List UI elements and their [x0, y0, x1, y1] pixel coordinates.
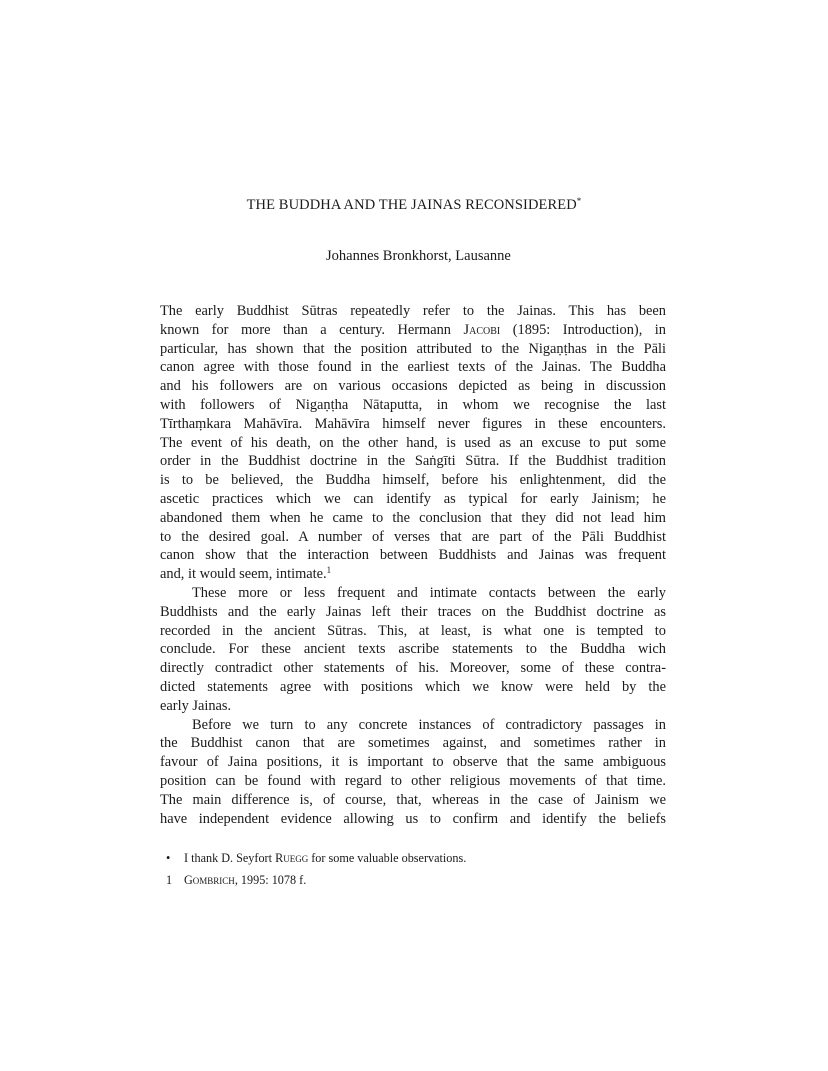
- text-run: The event of his death, on the other hand, is used as an excuse to put some: [160, 434, 666, 451]
- text-run: early Jainas.: [160, 697, 232, 714]
- text-run: is to be believed, the Buddha himself, before his enlightenment, did the: [160, 472, 666, 489]
- text-line: [160, 377, 666, 396]
- text-run: ascetic practices which we can identify as typical for early Jainism; he: [160, 490, 666, 507]
- text-line: [160, 810, 666, 829]
- text-line: [160, 697, 666, 716]
- text-run: favour of Jaina positions, it is important to observe that the same ambiguous: [160, 754, 666, 771]
- small-caps-name: Ruegg: [275, 851, 309, 865]
- text-run: The main difference is, of course, that, whereas in the case of Jainism we: [160, 791, 666, 808]
- text-line: [160, 659, 666, 678]
- article-title: [0, 196, 828, 214]
- text-run: recorded in the ancient Sūtras. This, at least, is what one is tempted to: [160, 622, 666, 639]
- text-line: [160, 791, 666, 810]
- text-line: [160, 603, 666, 622]
- text-line: [160, 565, 666, 584]
- footnote: [166, 872, 466, 894]
- footnotes: [166, 850, 466, 894]
- text-line: [160, 546, 666, 565]
- text-run: I thank D. Seyfort: [184, 851, 276, 865]
- article-title-text: THE BUDDHA AND THE JAINAS RECONSIDERED: [246, 197, 577, 213]
- footnote-reference: 1: [326, 565, 332, 576]
- text-run: The early Buddhist Sūtras repeatedly refer to the Jainas. This has been: [160, 303, 666, 319]
- text-line: [160, 415, 666, 434]
- text-run: Buddhists and the early Jainas left their traces on the Buddhist doctrine as: [160, 603, 666, 620]
- text-line: [160, 772, 666, 791]
- text-run: directly contradict other statements of his. Moreover, some of these contra-: [160, 660, 666, 677]
- text-run: particular, has shown that the position attributed to the Nigaṇṭhas in the Pāli: [160, 340, 666, 357]
- text-run: to the desired goal. A number of verses that are part of the Pāli Buddhist: [160, 528, 666, 545]
- text-run: Tīrthaṃkara Mahāvīra. Mahāvīra himself never figures in these encounters.: [160, 415, 666, 432]
- text-run: order in the Buddhist doctrine in the Saṅgīti Sūtra. If the Buddhist tradition: [160, 453, 666, 470]
- title-footnote-mark: *: [576, 196, 582, 206]
- text-run: (1895: Introduction), in: [500, 321, 666, 338]
- small-caps-name: Jacobi: [463, 321, 501, 338]
- footnote: [166, 850, 466, 872]
- text-run: and, it would seem, intimate.: [160, 566, 327, 583]
- text-run: dicted statements agree with positions which we know were held by the: [160, 678, 666, 695]
- footnote-text: [184, 850, 466, 872]
- text-line: [160, 490, 666, 509]
- text-run: conclude. For these ancient texts ascribe statements to the Buddha wich: [160, 641, 666, 658]
- text-line: [160, 452, 666, 471]
- text-run: with followers of Nigaṇṭha Nātaputta, in whom we recognise the last: [160, 396, 666, 413]
- footnote-text: [184, 872, 306, 894]
- article-body: [160, 302, 666, 828]
- text-line: [160, 434, 666, 453]
- paragraph: [160, 716, 666, 829]
- text-line: [160, 358, 666, 377]
- text-line: [160, 734, 666, 753]
- text-run: canon show that the interaction between Buddhists and Jainas was frequent: [160, 547, 666, 564]
- text-run: , 1995: 1078 f.: [234, 873, 307, 887]
- paragraph: [160, 584, 666, 716]
- small-caps-name: Gombrich: [184, 873, 235, 887]
- paragraph: [160, 302, 666, 584]
- text-line: [160, 528, 666, 547]
- text-line: [160, 302, 666, 321]
- text-line: [160, 340, 666, 359]
- text-run: for some valuable observations.: [308, 851, 467, 865]
- text-run: known for more than a century. Hermann: [160, 321, 464, 338]
- text-line: [160, 622, 666, 641]
- footnote-mark: 1: [166, 873, 173, 887]
- text-line: [160, 396, 666, 415]
- text-run: Before we turn to any concrete instances of contradictory passages in: [192, 716, 666, 733]
- text-run: These more or less frequent and intimate contacts between the early: [192, 584, 666, 601]
- text-line: [160, 678, 666, 697]
- text-run: and his followers are on various occasions depicted as being in discussion: [160, 378, 666, 395]
- text-run: canon agree with those found in the earliest texts of the Jainas. The Buddha: [160, 359, 666, 376]
- text-run: the Buddhist canon that are sometimes against, and sometimes rather in: [160, 735, 666, 752]
- author-line: Johannes Bronkhorst, Lausanne: [326, 248, 511, 264]
- text-line: [160, 321, 666, 340]
- text-line: [160, 509, 666, 528]
- text-run: position can be found with regard to other religious movements of that time.: [160, 772, 666, 789]
- text-run: have independent evidence allowing us to confirm and identify the beliefs: [160, 810, 666, 827]
- text-line: [160, 471, 666, 490]
- text-line: [160, 716, 666, 735]
- text-line: [160, 753, 666, 772]
- text-line: [160, 584, 666, 603]
- footnote-mark: •: [166, 851, 171, 865]
- text-run: abandoned them when he came to the conclusion that they did not lead him: [160, 509, 666, 526]
- text-line: [160, 640, 666, 659]
